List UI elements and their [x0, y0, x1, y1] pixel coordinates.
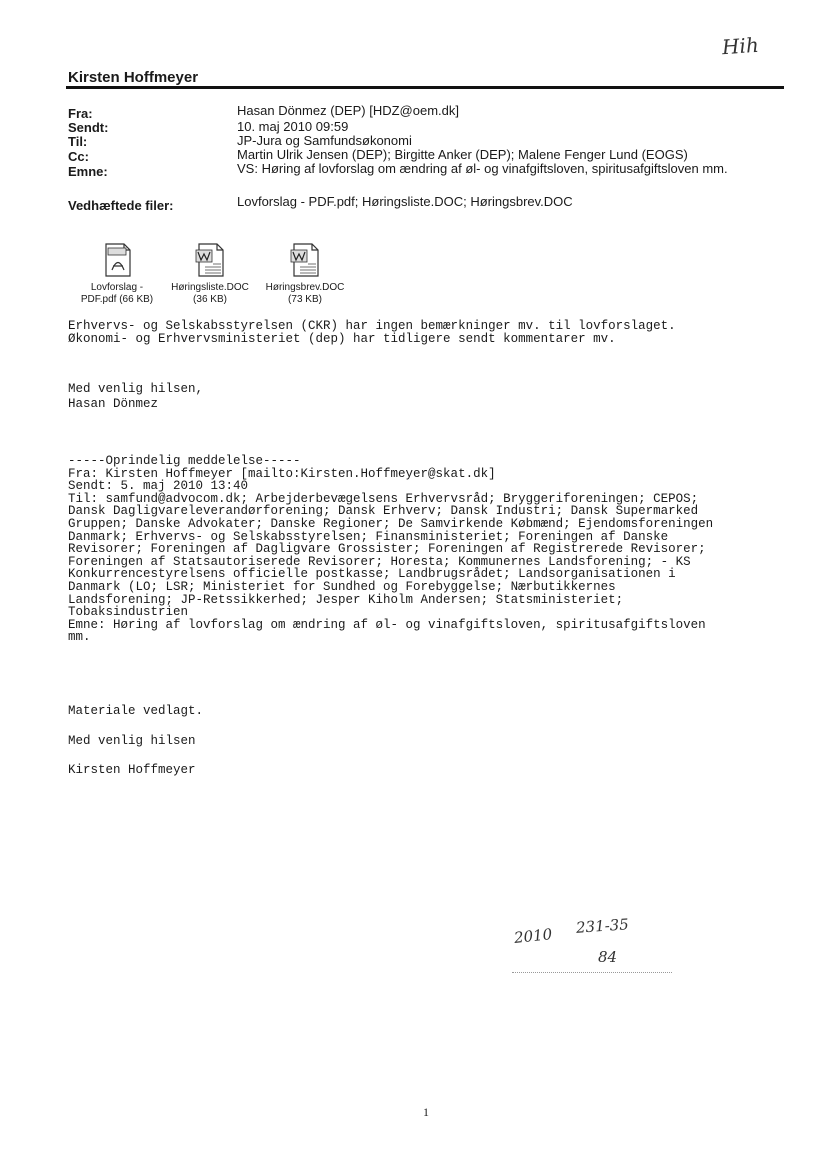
handwritten-initials: Hih [721, 32, 760, 60]
original-material: Materiale vedlagt. [68, 704, 204, 718]
attachment-horingsbrev-size: (73 KB) [288, 294, 322, 305]
reply-paragraph [68, 320, 676, 345]
original-to-line: Foreningen af Statsautoriserede Revisorer; Horesta; Kommunernes Landsforening; - KS [68, 554, 691, 569]
original-to-line: Dansk Dagligvareleverandørforening; Dansk Erhverv; Dansk Industri; Dansk Supermarked [68, 504, 699, 519]
to-label: Til: [68, 134, 88, 149]
attachment-horingsliste-size: (36 KB) [193, 294, 227, 305]
handwritten-subnumber: 84 [598, 948, 618, 966]
handwritten-reference: 231-35 [575, 915, 630, 937]
original-to-line: Konkurrencestyrelsens officielle postkasse; Landbrugsrådet; Landsorganisationen i [68, 567, 676, 582]
original-sent: Sendt: 5. maj 2010 13:40 [68, 479, 249, 494]
attachment-pdf-size: PDF.pdf (66 KB) [80, 294, 154, 305]
subject-value: VS: Høring af lovforslag om ændring af øl- og vinafgiftsloven, spiritusafgiftsloven mm. [237, 161, 728, 176]
original-message [68, 455, 713, 644]
header-rule [66, 86, 784, 89]
original-to-line: Til: samfund@advocom.dk; Arbejderbevægelsens Erhvervsråd; Bryggeriforeningen; CEPOS; [68, 491, 699, 506]
original-subject-line: mm. [68, 630, 91, 645]
attachments-label: Vedhæftede filer: [68, 198, 174, 213]
original-separator: -----Oprindelig meddelelse----- [68, 454, 301, 468]
original-to-line: Revisorer; Foreningen af Dagligvare Grossister; Foreningen af Registrerede Revisorer; [68, 542, 706, 557]
original-signature: Kirsten Hoffmeyer [68, 763, 196, 777]
original-subject-line: Emne: Høring af lovforslag om ændring af øl- og vinafgiftsloven, spiritusafgiftsloven [68, 617, 706, 632]
cc-value: Martin Ulrik Jensen (DEP); Birgitte Anker (DEP); Malene Fenger Lund (EOGS) [237, 147, 688, 162]
reply-signature: Hasan Dönmez [68, 397, 159, 411]
attachment-pdf-name: Lovforslag - [90, 282, 144, 293]
from-label: Fra: [68, 106, 93, 121]
attachment-horingsliste-name: Høringsliste.DOC [171, 282, 249, 293]
reply-greeting: Med venlig hilsen, [68, 382, 204, 396]
original-greeting: Med venlig hilsen [68, 734, 196, 748]
word-icon [193, 242, 227, 278]
reply-line: Økonomi- og Erhvervsministeriet (dep) har tidligere sendt kommentarer mv. [68, 331, 616, 346]
attachment-horingsbrev[interactable] [250, 242, 360, 306]
original-to-line: Landsforening; JP-Retssikkerhed; Jesper Kiholm Andersen; Statsministeriet; [68, 592, 624, 607]
attachment-horingsbrev-name: Høringsbrev.DOC [265, 282, 345, 293]
original-to-line: Tobaksindustrien [68, 605, 189, 620]
attachment-horingsliste[interactable] [155, 242, 265, 306]
original-to-line: Danmark (LO; LSR; Ministeriet for Sundhed og Forebyggelse; Nærbutikkernes [68, 579, 616, 594]
word-icon [288, 242, 322, 278]
page-number: 1 [423, 1105, 429, 1119]
original-from: Fra: Kirsten Hoffmeyer [mailto:Kirsten.Hoffmeyer@skat.dk] [68, 466, 496, 481]
to-value: JP-Jura og Samfundsøkonomi [237, 133, 412, 148]
sent-label: Sendt: [68, 120, 109, 135]
pdf-icon [100, 242, 134, 278]
handwritten-year: 2010 [513, 925, 554, 947]
stamp-line [512, 972, 672, 973]
sender-name: Kirsten Hoffmeyer [68, 69, 199, 86]
cc-label: Cc: [68, 149, 89, 164]
original-to-line: Danmark; Erhvervs- og Selskabsstyrelsen; Finansministeriet; Foreningen af Danske [68, 529, 669, 544]
from-value: Hasan Dönmez (DEP) [HDZ@oem.dk] [237, 103, 459, 118]
sent-value: 10. maj 2010 09:59 [237, 119, 349, 134]
original-to-line: Gruppen; Danske Advokater; Danske Regioner; De Samvirkende Købmænd; Ejendomsforeningen [68, 516, 714, 531]
attachments-value: Lovforslag - PDF.pdf; Høringsliste.DOC; Høringsbrev.DOC [237, 194, 573, 209]
subject-label: Emne: [68, 164, 108, 179]
reply-line: Erhvervs- og Selskabsstyrelsen (CKR) har ingen bemærkninger mv. til lovforslaget. [68, 319, 676, 333]
